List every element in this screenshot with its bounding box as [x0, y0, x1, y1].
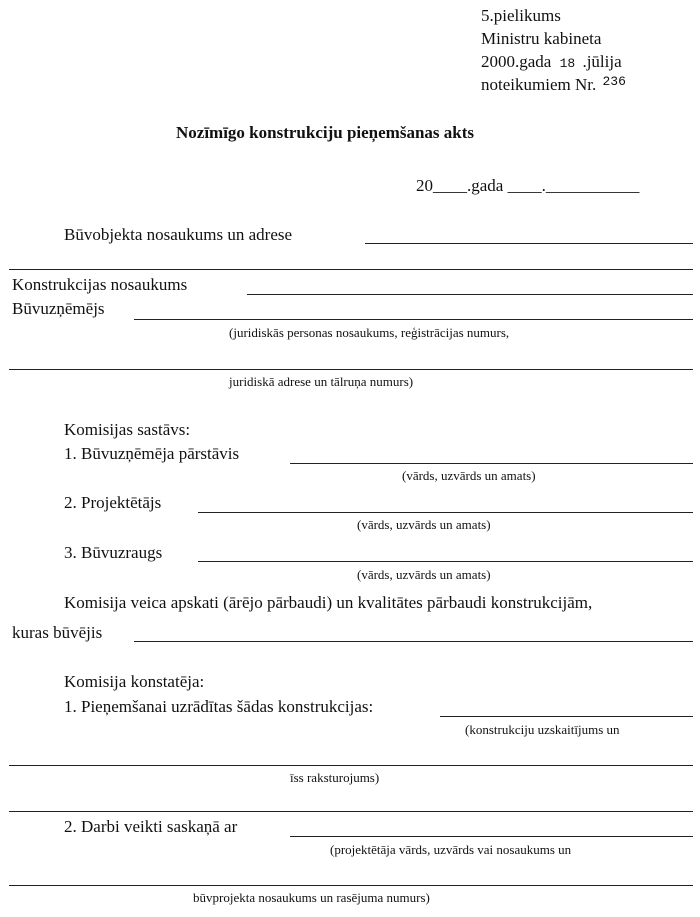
- findings-item-1-field-2[interactable]: [9, 765, 693, 766]
- contractor-label: Būvuzņēmējs: [12, 299, 105, 318]
- findings-item-2-label: 2. Darbi veikti saskaņā ar: [64, 817, 238, 836]
- annex-issuer: Ministru kabineta: [481, 29, 602, 48]
- commission-heading: Komisijas sastāvs:: [64, 420, 191, 439]
- findings-item-1-field-3[interactable]: [9, 811, 693, 812]
- findings-item-1-field[interactable]: [440, 716, 693, 717]
- commission-member-3-hint: (vārds, uzvārds un amats): [357, 567, 491, 582]
- construction-name-label: Konstrukcijas nosaukums: [12, 275, 188, 294]
- commission-member-2-label: 2. Projektētājs: [64, 493, 162, 512]
- commission-member-2-field[interactable]: [198, 512, 693, 513]
- findings-item-2-field-2[interactable]: [9, 885, 693, 886]
- annex-rules-prefix: noteikumiem Nr.: [481, 75, 597, 94]
- findings-item-2-hint-1: (projektētāja vārds, uzvārds vai nosaukums un: [330, 842, 572, 857]
- commission-member-2-hint: (vārds, uzvārds un amats): [357, 517, 491, 532]
- findings-item-1-hint-2: īss raksturojums): [290, 770, 380, 785]
- building-object-label: Būvobjekta nosaukums un adrese: [64, 225, 293, 244]
- contractor-hint-2: juridiskā adrese un tālruņa numurs): [229, 374, 414, 389]
- annex-rules: [481, 76, 626, 93]
- building-object-field[interactable]: [365, 243, 693, 244]
- annex-date-prefix: 2000.gada: [481, 52, 552, 71]
- annex-date-day: 18: [559, 56, 576, 71]
- act-date-line: 20____.gada ____.___________: [416, 176, 640, 195]
- inspection-text: Komisija veica apskati (ārējo pārbaudi) un kvalitātes pārbaudi konstrukcijām,: [64, 593, 593, 612]
- findings-item-2-field[interactable]: [290, 836, 693, 837]
- annex-date: [481, 53, 622, 70]
- inspection-builder-field[interactable]: [134, 641, 693, 642]
- building-object-field-2[interactable]: [9, 269, 693, 270]
- findings-heading: Komisija konstatēja:: [64, 672, 205, 691]
- commission-member-1-field[interactable]: [290, 463, 693, 464]
- contractor-hint-1: (juridiskās personas nosaukums, reģistrācijas numurs,: [229, 325, 510, 340]
- findings-item-1-hint-1: (konstrukciju uzskaitījums un: [465, 722, 620, 737]
- findings-item-2-hint-2: būvprojekta nosaukums un rasējuma numurs): [193, 890, 430, 905]
- contractor-field-2[interactable]: [9, 369, 693, 370]
- commission-member-1-label: 1. Būvuzņēmēja pārstāvis: [64, 444, 240, 463]
- contractor-field[interactable]: [134, 319, 693, 320]
- construction-name-field[interactable]: [247, 294, 693, 295]
- findings-item-1-label: 1. Pieņemšanai uzrādītas šādas konstrukcijas:: [64, 697, 374, 716]
- annex-number: 5.pielikums: [481, 6, 561, 25]
- commission-member-3-label: 3. Būvuzraugs: [64, 543, 163, 562]
- document-title: Nozīmīgo konstrukciju pieņemšanas akts: [176, 123, 475, 142]
- commission-member-3-field[interactable]: [198, 561, 693, 562]
- annex-rules-number: 236: [602, 74, 626, 89]
- commission-member-1-hint: (vārds, uzvārds un amats): [402, 468, 536, 483]
- annex-date-month: .jūlija: [582, 52, 622, 71]
- inspection-builder-label: kuras būvējis: [12, 623, 103, 642]
